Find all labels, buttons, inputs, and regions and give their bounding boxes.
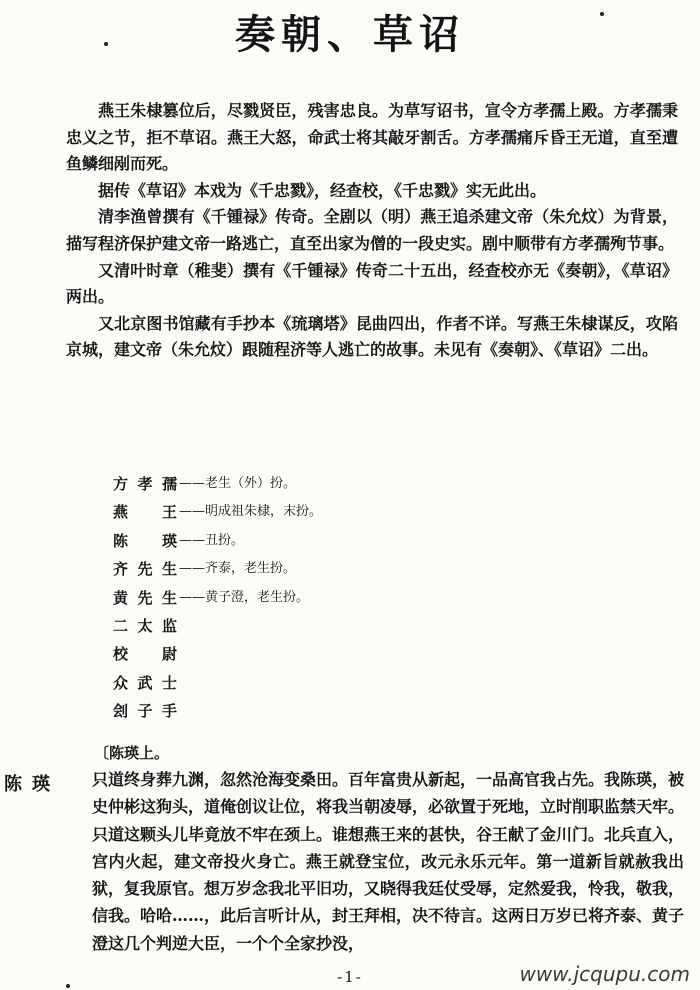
cast-role: ——老生（外）扮。 (179, 476, 297, 491)
cast-item (113, 697, 513, 725)
ink-speck (104, 42, 108, 46)
cast-item (113, 669, 513, 697)
cast-role: ——明成祖朱棣，末扮。 (179, 504, 323, 520)
page-number: -1- (337, 968, 363, 986)
cast-item (113, 498, 513, 526)
page-title: 奏朝、草诏 (235, 12, 465, 58)
cast-name: 校尉 (113, 645, 177, 664)
cast-item (113, 584, 513, 612)
cast-item (113, 640, 513, 668)
cast-name: 齐先生 (113, 560, 177, 579)
cast-role (177, 640, 179, 668)
cast-role: ——黄子澄，老生扮。 (179, 589, 310, 605)
cast-role (177, 612, 179, 640)
cast-role (177, 669, 179, 697)
cast-name: 二太监 (113, 617, 177, 636)
ink-speck (600, 12, 604, 16)
cast-item (113, 470, 513, 498)
speaker-name: 陈瑛 (4, 774, 60, 795)
site-watermark: www.jcqupu.com (519, 962, 690, 986)
cast-item (113, 555, 513, 583)
intro-paragraph: 又清叶时章（稚斐）撰有《千锺禄》传奇二十五出，经查校亦无《奏朝》，《草诏》两出。 (66, 260, 678, 307)
intro-paragraph: 又北京图书馆藏有手抄本《琉璃塔》昆曲四出，作者不详。写燕王朱棣谋反，攻陷京城，建文帝（朱允炆）跟随程济等人逃亡的故事。未见有《奏朝》、《草诏》二出。 (66, 313, 678, 360)
cast-list (113, 470, 513, 726)
cast-name: 黄先生 (113, 588, 177, 607)
speech-text: 只道终身葬九渊，忽然沧海变桑田。百年富贵从新起，一品高官我占先。我陈瑛，被史仲彬这狗头，道俺创议让位，将我当朝凌辱，必欲置于死地，立时削职监禁天牢。只道这颗头儿毕竟放不牢在颈上。谁想燕王来的甚快，谷王献了金川门。北兵直入，宫内火起，建文帝投火身亡。燕王就登宝位，改元永乐元年。第一道新旨就赦我出狱，复我原官。想万岁念我北平旧功，又晓得我廷仗受辱，定然爱我，怜我，敬我，信我。哈哈……，此后言听计从，封王拜相，决不待言。这两日万岁已将齐泰、黄子澄这几个判逆大臣，一个个全家抄没， (92, 770, 685, 953)
cast-item (113, 612, 513, 640)
cast-role (177, 697, 179, 725)
intro-paragraph: 据传《草诏》本戏为《千忠戮》，经查校，《千忠戮》实无此出。 (98, 180, 547, 200)
intro-text (66, 98, 678, 364)
stage-direction: 〔陈瑛上。 (94, 744, 170, 762)
cast-name: 方孝孺 (113, 475, 177, 493)
intro-paragraph: 燕王朱棣篡位后，尽戮贤臣，残害忠良。为草写诏书，宣令方孝孺上殿。方孝孺秉忠义之节，拒不草诏。燕王大怒，命武士将其敲牙割舌。方孝孺痛斥昏王无道，直至遭鱼鳞细剐而死。 (66, 101, 678, 174)
cast-name: 燕王 (113, 503, 177, 522)
cast-item (113, 527, 513, 555)
cast-role: ——丑扮。 (179, 532, 245, 548)
cast-name: 陈瑛 (113, 531, 177, 550)
intro-paragraph: 清李渔曾撰有《千锺禄》传奇。全剧以（明）燕王追杀建文帝（朱允炆）为背景，描写程济保护建文帝一路逃亡，直至出家为僧的一段史实。剧中顺带有方孝孺殉节事。 (66, 207, 678, 253)
cast-name: 众武士 (113, 673, 177, 692)
cast-role: ——齐泰，老生扮。 (179, 561, 297, 577)
cast-name: 刽子手 (113, 702, 177, 721)
